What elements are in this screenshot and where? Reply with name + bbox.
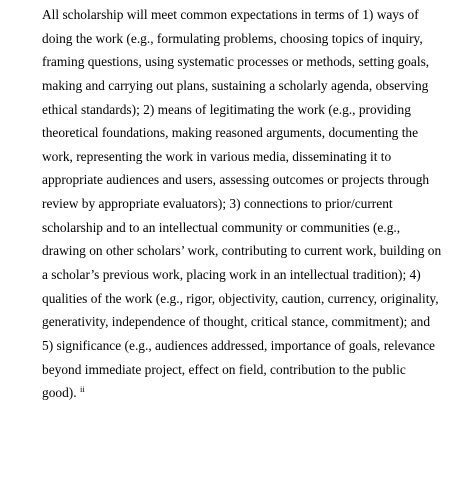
- paragraph: [42, 3, 441, 405]
- paragraph-line: All scholarship will meet common expectations in terms of 1) ways of: [42, 7, 419, 22]
- paragraph-line: framing questions, using systematic processes or methods, setting goals,: [42, 54, 430, 70]
- paragraph-last-line: [42, 381, 441, 405]
- paragraph-line: beyond immediate project, effect on field, contribution to the public: [42, 361, 406, 377]
- paragraph-line: work, representing the work in various media, disseminating it to: [42, 148, 392, 164]
- paragraph-line: scholarship and to an intellectual community or communities (e.g.,: [42, 219, 401, 235]
- footnote-marker[interactable]: ii: [79, 384, 85, 395]
- paragraph-line: appropriate audiences and users, assessing outcomes or projects through: [42, 172, 430, 188]
- paragraph-line: making and carrying out plans, sustaining a scholarly agenda, observing: [42, 77, 429, 93]
- paragraph-line: theoretical foundations, making reasoned arguments, documenting the: [42, 125, 419, 141]
- paragraph-line: ethical standards); 2) means of legitimating the work (e.g., providing: [42, 101, 411, 117]
- paragraph-line: qualities of the work (e.g., rigor, objectivity, caution, currency, originality,: [42, 290, 439, 306]
- paragraph-line: a scholar’s previous work, placing work in an intellectual tradition); 4): [42, 267, 421, 283]
- paragraph-line: doing the work (e.g., formulating problems, choosing topics of inquiry,: [42, 30, 423, 46]
- paragraph-line: 5) significance (e.g., audiences addressed, importance of goals, relevance: [42, 337, 435, 353]
- paragraph-line-text: good).: [42, 385, 77, 401]
- paragraph-line: generativity, independence of thought, critical stance, commitment); and: [42, 314, 431, 330]
- paragraph-line: drawing on other scholars’ work, contributing to current work, building on: [42, 243, 442, 259]
- paragraph-line: review by appropriate evaluators); 3) connections to prior/current: [42, 196, 393, 212]
